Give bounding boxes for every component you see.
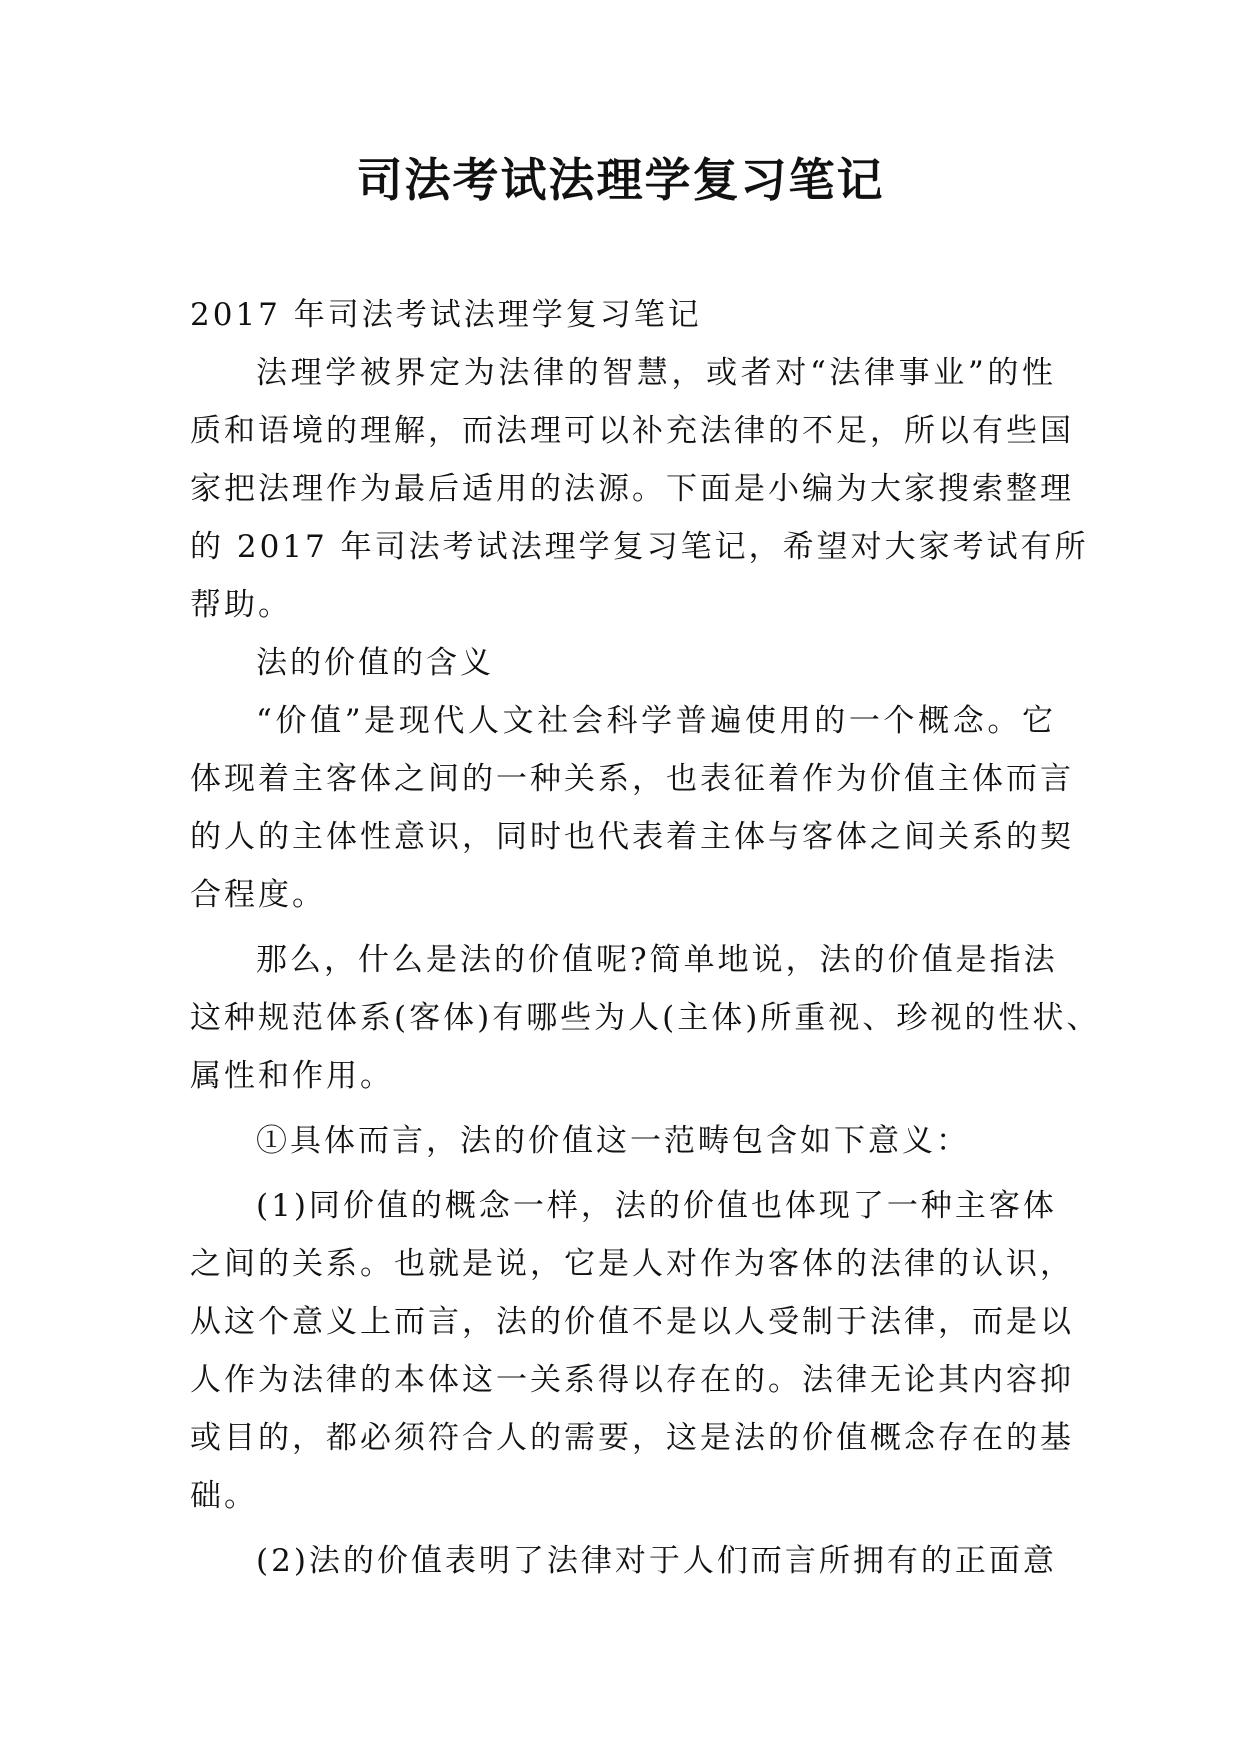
paragraph-line: ①具体而言，法的价值这一范畴包含如下意义：	[256, 1123, 970, 1159]
paragraph-line: “价值”是现代人文社会科学普遍使用的一个概念。它	[256, 703, 1056, 739]
document-body	[190, 286, 1101, 1590]
paragraph-line: 之间的关系。也就是说，它是人对作为客体的法律的认识，	[190, 1246, 1074, 1282]
paragraph-line: 法理学被界定为法律的智慧，或者对“法律事业”的性	[256, 355, 1056, 391]
paragraph-line: 那么，什么是法的价值呢?简单地说，法的价值是指法	[256, 942, 1058, 978]
paragraph-line: 属性和作用。	[190, 1058, 394, 1094]
paragraph-line: (2)法的价值表明了法律对于人们而言所拥有的正面意	[256, 1543, 1057, 1579]
paragraph-line: 家把法理作为最后适用的法源。下面是小编为大家搜索整理	[190, 471, 1074, 507]
paragraph-line: 础。	[190, 1478, 258, 1514]
paragraph-line: 从这个意义上而言，法的价值不是以人受制于法律，而是以	[190, 1304, 1074, 1340]
subtitle-line: 2017 年司法考试法理学复习笔记	[190, 297, 702, 333]
document-title: 司法考试法理学复习笔记	[356, 153, 885, 207]
paragraph-line: 帮助。	[190, 587, 292, 623]
paragraph-line: 或目的，都必须符合人的需要，这是法的价值概念存在的基	[190, 1420, 1074, 1456]
paragraph-line: 体现着主客体之间的一种关系，也表征着作为价值主体而言	[190, 761, 1074, 797]
paragraph-line: 人作为法律的本体这一关系得以存在的。法律无论其内容抑	[190, 1362, 1074, 1398]
section-heading: 法的价值的含义	[256, 645, 494, 681]
paragraph-line: 的人的主体性意识，同时也代表着主体与客体之间关系的契	[190, 819, 1074, 855]
paragraph-line: (1)同价值的概念一样，法的价值也体现了一种主客体	[256, 1188, 1057, 1224]
paragraph-line: 合程度。	[190, 877, 326, 913]
paragraph-line: 的 2017 年司法考试法理学复习笔记，希望对大家考试有所	[190, 529, 1089, 565]
paragraph-line: 这种规范体系(客体)有哪些为人(主体)所重视、珍视的性状、	[190, 1000, 1101, 1036]
paragraph-line: 质和语境的理解，而法理可以补充法律的不足，所以有些国	[190, 413, 1074, 449]
